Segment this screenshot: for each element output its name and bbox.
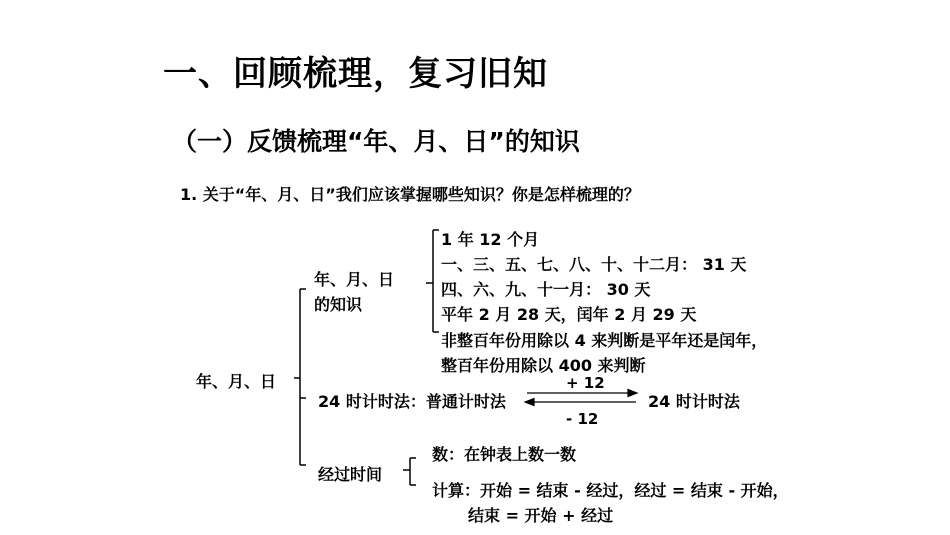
elapsed-bracket xyxy=(403,458,416,485)
arrow-right-head xyxy=(628,390,637,397)
time-system-right: 24 时计时法 xyxy=(648,392,740,411)
knowledge-item: 1 年 12 个月 xyxy=(441,230,540,249)
page-title: 一、回顾梳理，复习旧知 xyxy=(163,54,548,94)
knowledge-label-line1: 年、月、日 xyxy=(314,270,395,289)
question-text: 1. 关于“年、月、日”我们应该掌握哪些知识？你是怎样梳理的？ xyxy=(180,185,640,204)
knowledge-bracket xyxy=(426,230,439,332)
elapsed-time-label: 经过时间 xyxy=(318,465,383,484)
knowledge-item: 平年 2 月 28 天，闰年 2 月 29 天 xyxy=(441,305,697,324)
elapsed-count-text: 数：在钟表上数一数 xyxy=(432,445,577,464)
elapsed-calc-line2: 结束 = 开始 + 经过 xyxy=(468,506,614,525)
minus-12-label: - 12 xyxy=(566,410,599,428)
knowledge-item: 四、六、九、十一月： 30 天 xyxy=(441,280,651,299)
section-subtitle: （一）反馈梳理“年、月、日”的知识 xyxy=(172,127,580,156)
root-bracket xyxy=(294,289,306,465)
knowledge-label-line2: 的知识 xyxy=(314,295,363,314)
knowledge-item: 整百年份用除以 400 来判断 xyxy=(441,356,646,375)
plus-12-label: + 12 xyxy=(566,374,605,392)
arrow-left-head xyxy=(525,399,534,406)
elapsed-calc-line1: 计算：开始 = 结束 - 经过，经过 = 结束 - 开始， xyxy=(432,481,789,500)
time-system-left: 24 时计时法：普通计时法 xyxy=(318,392,506,411)
knowledge-item: 非整百年份用除以 4 来判断是平年还是闰年， xyxy=(441,331,768,350)
knowledge-item: 一、三、五、七、八、十、十二月： 31 天 xyxy=(441,255,747,274)
tree-root-label: 年、月、日 xyxy=(196,372,277,391)
